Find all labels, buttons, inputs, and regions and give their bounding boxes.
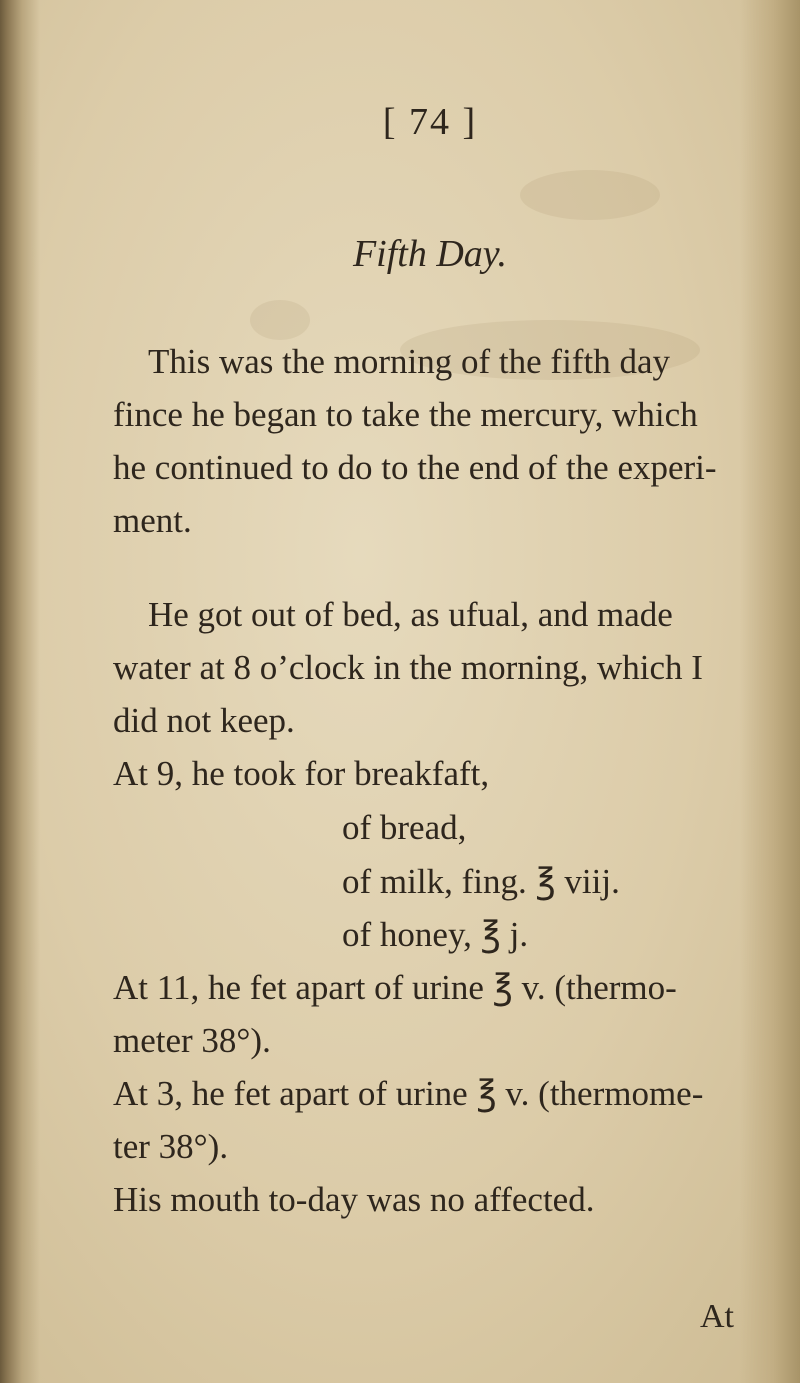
text-line: His mouth to-day was no affected.	[113, 1180, 595, 1219]
page-header: [ 74 ]	[382, 101, 478, 143]
text-line: of milk, fing. ℥ viij.	[342, 862, 620, 901]
text-line: ment.	[113, 501, 192, 540]
text-line: This was the morning of the fifth day	[148, 342, 670, 381]
text-line: meter 38°).	[113, 1021, 271, 1060]
section-title: Fifth Day.	[352, 233, 508, 275]
paper-stain	[250, 300, 310, 340]
text-line: At 9, he took for breakfaft,	[113, 754, 490, 793]
text-line: of bread,	[342, 808, 467, 847]
page-edge-shadow	[740, 0, 800, 1383]
binding-shadow	[0, 0, 40, 1383]
text-line: He got out of bed, as ufual, and made	[148, 595, 673, 634]
text-line: he continued to do to the end of the experi-	[113, 448, 717, 487]
text-line: water at 8 o’clock in the morning, which I	[113, 648, 703, 687]
text-line: At 11, he fet apart of urine ℥ v. (thermo-	[113, 968, 677, 1007]
paper-stain	[520, 170, 660, 220]
text-line: did not keep.	[113, 701, 295, 740]
catchword: At	[700, 1298, 734, 1335]
text-line: ter 38°).	[113, 1127, 229, 1166]
text-line: fince he began to take the mercury, which	[113, 395, 698, 434]
text-line: At 3, he fet apart of urine ℥ v. (thermome-	[113, 1074, 704, 1113]
text-line: of honey, ℥ j.	[342, 915, 529, 954]
